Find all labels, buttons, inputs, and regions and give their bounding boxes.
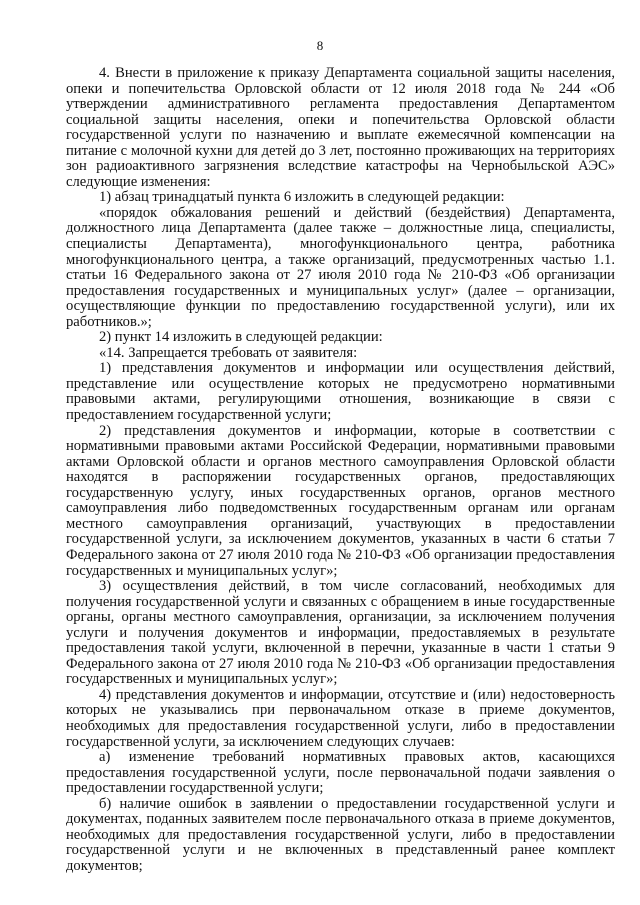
paragraph-clause-14-item-1: 1) представления документов и информации или осуществления действий, представление или осуществление которых не предусмотрено нормативными правовыми актами, регулирующими отношения, возникающие в связи с предоставлением государственной услуги;: [66, 360, 615, 424]
paragraph-subitem-2: 2) пункт 14 изложить в следующей редакции:: [99, 329, 383, 346]
paragraph-subitem-b: б) наличие ошибок в заявлении о предоставлении государственной услуги и документах, поданных заявителем после первоначального отказа в приеме документов, необходимых для предоставления государственной услуги, либо в предоставлении государственной услуги и не включенных в представленный ранее комплект документов;: [66, 795, 615, 874]
paragraph-subitem-a: а) изменение требований нормативных правовых актов, касающихся предоставления государственной услуги, после первоначальной подачи заявления о предоставлении государственной услуги;: [66, 749, 615, 797]
paragraph-subitem-1: 1) абзац тринадцатый пункта 6 изложить в следующей редакции:: [99, 189, 505, 206]
paragraph-clause-14-item-2: 2) представления документов и информации, которые в соответствии с нормативными правовыми актами Российской Федерации, нормативными правовыми актами Орловской области и органов местного самоуправления Орловской области находятся в распоряжении государственных органов, предоставляющих государственную услугу, иных государственных органов, органов местного самоуправления либо подведомственных государственным органам или органам местного самоуправления организаций, участвующих в предоставлении государственной услуги, за исключением документов, указанных в части 6 статьи 7 Федерального закона от 27 июля 2010 года № 210-ФЗ «Об организации предоставления государственных и муниципальных услуг»;: [66, 422, 615, 579]
paragraph-clause-14: «14. Запрещается требовать от заявителя:: [99, 344, 358, 361]
page-number: 8: [316, 38, 324, 53]
paragraph-item-4-intro: 4. Внести в приложение к приказу Департамента социальной защиты населения, опеки и попечительства Орловской области от 12 июля 2018 года № 244 «Об утверждении административного регламента предоставления Департаментом социальной защиты населения, опеки и попечительства Орловской области государственной услуги по назначению и выплате ежемесячной компенсации на питание с молочной кухни для детей до 3 лет, постоянно проживающих на территориях зон радиоактивного загрязнения вследствие катастрофы на Чернобыльской АЭС» следующие изменения:: [66, 65, 615, 190]
document-body: [66, 66, 615, 874]
paragraph-quoted-procedure: «порядок обжалования решений и действий (бездействия) Департамента, должностного лица Департамента (далее также – должностные лица, специалисты, специалисты Департамента), многофункционального центра, работника многофункционального центра, а также организаций, предусмотренных частью 1.1. статьи 16 Федерального закона от 27 июля 2010 года № 210-ФЗ «Об организации предоставления государственных и муниципальных услуг» (далее – организации, осуществляющие функции по предоставлению государственной услуги), или их работников.»;: [66, 204, 615, 330]
paragraph-clause-14-item-4: 4) представления документов и информации, отсутствие и (или) недостоверность которых не указывались при первоначальном отказе в приеме документов, необходимых для предоставления государственной услуги, либо в предоставлении государственной услуги, за исключением следующих случаев:: [66, 686, 615, 750]
paragraph-clause-14-item-3: 3) осуществления действий, в том числе согласований, необходимых для получения государственной услуги и связанных с обращением в иные государственные органы, органы местного самоуправления, организации, за исключением получения услуги и получения документов и информации, предоставляемых в результате предоставления такой услуги, включенной в перечни, указанные в части 1 статьи 9 Федерального закона от 27 июля 2010 года № 210-ФЗ «Об организации предоставления государственных и муниципальных услуг»;: [66, 578, 615, 688]
